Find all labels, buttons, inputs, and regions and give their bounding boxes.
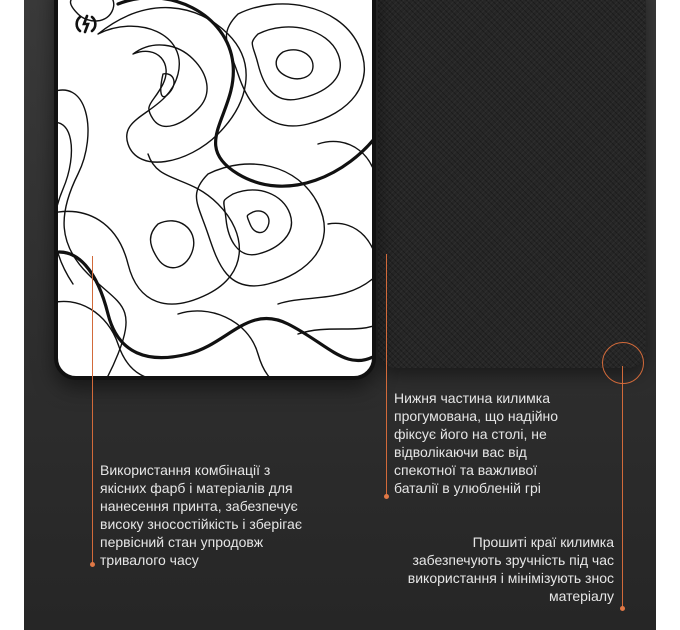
product-feature-panel xyxy=(24,0,656,630)
mousepad-rubber-underside xyxy=(378,0,646,368)
leader-line-rubber xyxy=(386,254,387,496)
leader-line-print xyxy=(92,256,93,564)
leader-dot-stitched xyxy=(620,606,625,611)
stitched-edge-callout-ring xyxy=(602,342,644,384)
caption-stitched-edges: Прошиті краї килимка забезпечують зручність під час використання і мінімізують знос матеріалу xyxy=(407,534,614,604)
caption-print-quality: Використання комбінації з якісних фарб і матеріалів для нанесення принта, забезпечує високу зносостійкість і зберігає первісний стан упродовж тривалого часу xyxy=(100,462,302,568)
leader-dot-print xyxy=(90,562,95,567)
topographic-pattern xyxy=(58,0,372,376)
caption-rubber-base: Нижня частина килимка прогумована, що надійно фіксує його на столі, не відволікаючи вас від спекотної та важливої баталії в улюбленій грі xyxy=(394,390,559,496)
leader-dot-rubber xyxy=(384,494,389,499)
mousepad-topographic-print xyxy=(54,0,376,380)
brand-logo-icon xyxy=(72,10,100,38)
